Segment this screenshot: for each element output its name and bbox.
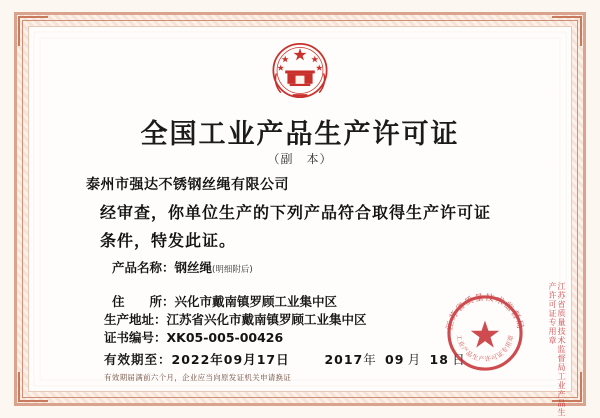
field-factory-value: 江苏省兴化市戴南镇罗顾工业集中区 [166,312,367,327]
official-seal-stamp [438,286,532,380]
side-vertical-stamp: 江苏省质量技术监督局工业产品生产许可证专用章 [548,282,566,417]
field-residence [112,292,337,310]
field-certificate-number [104,328,283,346]
national-emblem-icon [263,32,337,106]
svg-text:江苏省质量技术监督局: 江苏省质量技术监督局 [445,292,525,332]
certificate-subtitle: （副 本） [267,152,333,166]
field-product-label: 产品名称： [112,260,175,275]
field-residence-label: 住 所： [112,294,175,309]
field-valid-until [104,350,466,368]
certificate-body-line-1: 经审查，你单位生产的下列产品符合取得生产许可证 [100,203,492,222]
field-factory-address [104,310,367,328]
certificate-footnote: 有效期届满前六个月，企业应当向原发证机关申请换证 [104,373,292,382]
field-valid-until-value: 2022年09月17日 [171,352,290,367]
field-certificate-number-value: XK05-005-00426 [166,330,284,345]
issue-date-year-unit: 年 [363,352,377,367]
corner-ornament-bottom-left [18,372,48,402]
field-product-value: 钢丝绳 [174,260,213,275]
field-factory-label: 生产地址： [104,312,167,327]
svg-text:工业产品生产许可证专用章: 工业产品生产许可证专用章 [454,334,516,364]
company-name: 泰州市强达不锈钢丝绳有限公司 [86,177,289,193]
field-certificate-number-label: 证书编号： [104,330,167,345]
issue-date-day-unit: 日 [452,352,466,367]
field-valid-until-label: 有效期至： [104,352,172,367]
field-residence-value: 兴化市戴南镇罗顾工业集中区 [174,294,338,309]
issue-date-day: 18 [429,352,449,367]
issue-date-year: 2017 [324,352,364,367]
field-product [112,258,253,276]
field-product-note: (明细附后) [212,265,253,275]
certificate-body-line-2: 条件，特发此证。 [100,231,237,250]
issue-date-month: 09 [385,352,405,367]
corner-ornament-top-right [552,16,582,46]
issue-date-month-unit: 月 [407,352,422,367]
page-title: 全国工业产品生产许可证 [140,119,460,150]
corner-ornament-top-left [18,16,48,46]
